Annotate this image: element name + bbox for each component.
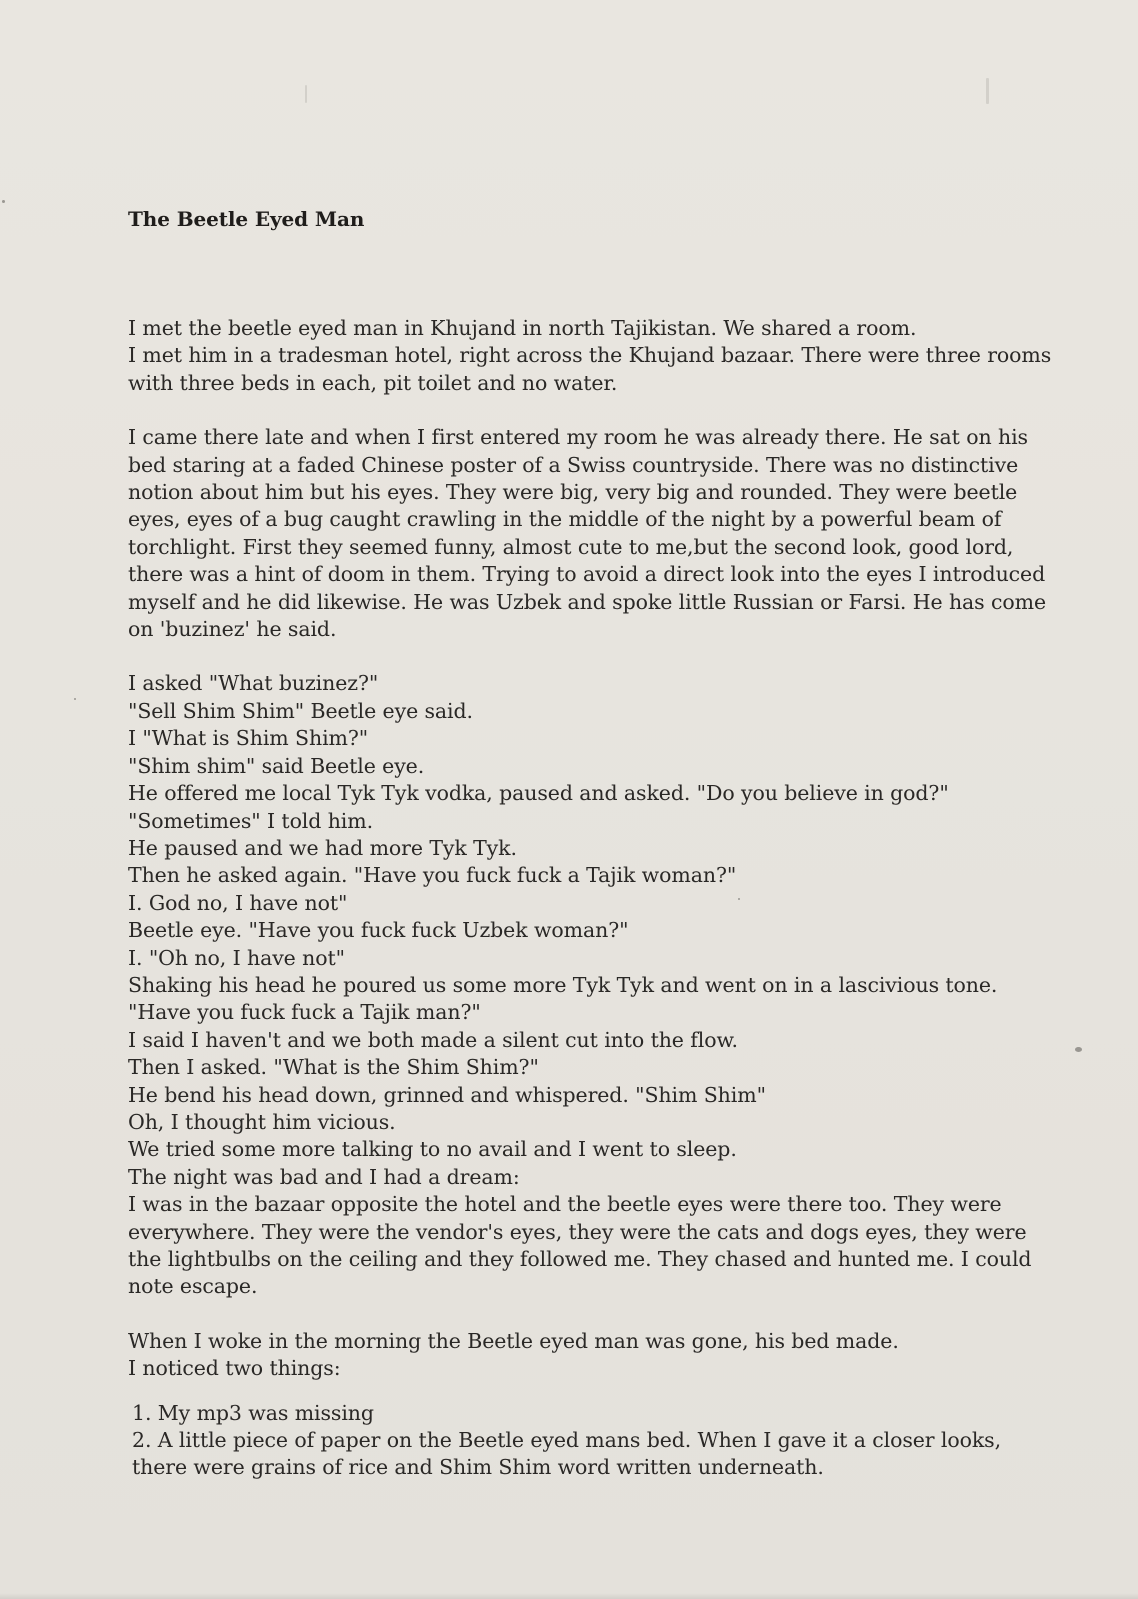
text-line: Then he asked again. "Have you fuck fuck a Tajik woman?" (128, 863, 737, 888)
text-line: there was a hint of doom in them. Trying to avoid a direct look into the eyes I introduced (128, 562, 1046, 587)
text-line: myself and he did likewise. He was Uzbek and spoke little Russian or Farsi. He has come (128, 589, 1047, 614)
text-line: I met him in a tradesman hotel, right across the Khujand bazaar. There were three rooms (128, 343, 1052, 368)
list-item (128, 1427, 1008, 1482)
text-line: I noticed two things: (128, 1356, 341, 1381)
paragraph-morning (128, 1328, 1008, 1383)
list-item (128, 1400, 1008, 1427)
text-line: The night was bad and I had a dream: (128, 1164, 520, 1189)
text-line: I asked "What buzinez?" (128, 671, 379, 696)
paper-speck (2, 200, 5, 203)
paper-speck (74, 698, 76, 700)
document-body (128, 206, 1052, 1482)
text-line: with three beds in each, pit toilet and no water. (128, 370, 618, 395)
paper-speck (1075, 1047, 1082, 1052)
text-line: Beetle eye. "Have you fuck fuck Uzbek woman?" (128, 918, 629, 943)
paragraph-description (128, 424, 1047, 643)
text-line: I. "Oh no, I have not" (128, 945, 345, 970)
text-line: Shaking his head he poured us some more Tyk Tyk and went on in a lascivious tone. (128, 972, 998, 997)
text-line: I "What is Shim Shim?" (128, 726, 369, 751)
text-line: Oh, I thought him vicious. (128, 1109, 396, 1134)
text-line: He offered me local Tyk Tyk vodka, paused and asked. "Do you believe in god?" (128, 781, 949, 806)
text-line: Then I asked. "What is the Shim Shim?" (128, 1055, 539, 1080)
list-item-line: 2. A little piece of paper on the Beetle eyed mans bed. When I gave it a closer looks, (132, 1428, 1002, 1453)
text-line: bed staring at a faded Chinese poster of a Swiss countryside. There was no distinctive (128, 452, 1019, 477)
paper-speck (305, 85, 307, 103)
text-line: on 'buzinez' he said. (128, 617, 337, 642)
text-line: I. God no, I have not" (128, 890, 348, 915)
text-line: eyes, eyes of a bug caught crawling in the middle of the night by a powerful beam of (128, 507, 1002, 532)
text-line: I was in the bazaar opposite the hotel and the beetle eyes were there too. They were (128, 1192, 1002, 1217)
text-line: "Have you fuck fuck a Tajik man?" (128, 1000, 481, 1025)
paragraph-dialogue (128, 670, 1032, 1300)
text-line: torchlight. First they seemed funny, almost cute to me,but the second look, good lord, (128, 534, 1014, 559)
text-line: When I woke in the morning the Beetle eyed man was gone, his bed made. (128, 1328, 899, 1353)
list-item-line: there were grains of rice and Shim Shim word written underneath. (132, 1455, 824, 1480)
text-line: "Sometimes" I told him. (128, 808, 374, 833)
paragraph-arrival (128, 315, 1052, 397)
text-line: He bend his head down, grinned and whispered. "Shim Shim" (128, 1082, 766, 1107)
list-item-line: 1. My mp3 was missing (132, 1400, 374, 1425)
text-line: We tried some more talking to no avail and I went to sleep. (128, 1137, 737, 1162)
text-line: the lightbulbs on the ceiling and they followed me. They chased and hunted me. I could (128, 1247, 1032, 1271)
text-line: notion about him but his eyes. They were big, very big and rounded. They were beetle (128, 480, 1018, 505)
document-title: The Beetle Eyed Man (128, 207, 365, 231)
text-line: "Shim shim" said Beetle eye. (128, 753, 425, 778)
page-bottom-edge (0, 1593, 1138, 1599)
text-line: I said I haven't and we both made a silent cut into the flow. (128, 1027, 738, 1052)
text-line: I met the beetle eyed man in Khujand in north Tajikistan. We shared a room. (128, 316, 917, 340)
text-line: note escape. (128, 1274, 258, 1299)
text-line: everywhere. They were the vendor's eyes, they were the cats and dogs eyes, they were (128, 1219, 1027, 1244)
paper-speck (986, 78, 989, 104)
numbered-list (128, 1400, 1008, 1482)
text-line: I came there late and when I first entered my room he was already there. He sat on his (128, 425, 1028, 450)
text-line: He paused and we had more Tyk Tyk. (128, 835, 517, 860)
text-line: "Sell Shim Shim" Beetle eye said. (128, 698, 473, 723)
